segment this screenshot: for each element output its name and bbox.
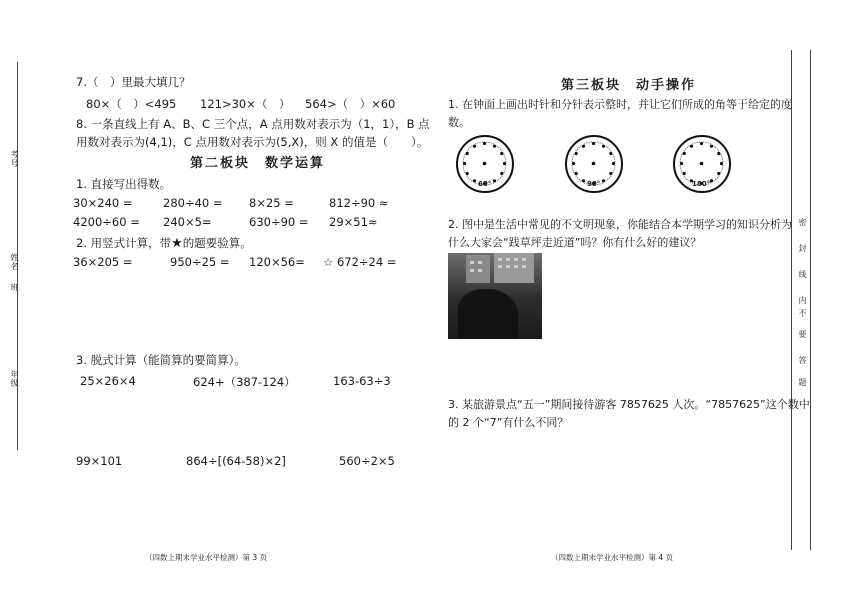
minute-mark xyxy=(680,161,681,162)
hour-mark xyxy=(483,142,486,145)
minute-mark xyxy=(572,167,573,168)
minute-mark xyxy=(497,146,498,147)
minute-mark xyxy=(500,177,501,178)
minute-mark xyxy=(576,176,577,177)
minute-mark xyxy=(579,179,580,180)
minute-mark xyxy=(680,165,681,166)
minute-mark xyxy=(467,150,468,151)
q3-title: 3. 脱式计算（能简算的要简算）。 xyxy=(76,353,246,367)
minute-mark xyxy=(498,147,499,148)
minute-mark xyxy=(606,146,607,147)
q1-row1-item: 280÷40 = xyxy=(163,196,223,210)
p4-q1-line-1: 1. 在钟面上画出时针和分针表示整时，并让它们所成的角等于给定的度 xyxy=(448,98,792,111)
hour-mark xyxy=(493,145,496,148)
minute-mark xyxy=(602,183,603,184)
minute-mark xyxy=(715,147,716,148)
right-margin-char: 线 xyxy=(798,270,807,279)
q3-row2-item: 864÷[(64-58)×2] xyxy=(186,454,286,468)
minute-mark xyxy=(613,154,614,155)
minute-mark xyxy=(710,143,711,144)
hour-mark xyxy=(582,179,585,182)
q3-row1-item: 624+（387-124） xyxy=(193,375,296,389)
margin-label-class: 班 xyxy=(10,283,19,292)
hour-mark xyxy=(609,172,612,175)
minute-mark xyxy=(699,142,700,143)
hour-mark xyxy=(503,162,506,165)
hour-mark xyxy=(463,162,466,165)
clock-center xyxy=(700,162,704,166)
minute-mark xyxy=(577,177,578,178)
minute-mark xyxy=(493,143,494,144)
minute-mark xyxy=(591,142,592,143)
hour-mark xyxy=(602,179,605,182)
minute-mark xyxy=(577,149,578,150)
hour-mark xyxy=(710,145,713,148)
p4-q3-line-2: 的 2 个“7”有什么不同？ xyxy=(448,416,569,429)
minute-mark xyxy=(464,170,465,171)
minute-mark xyxy=(579,147,580,148)
minute-mark xyxy=(597,142,598,143)
minute-mark xyxy=(498,179,499,180)
minute-mark xyxy=(468,149,469,150)
right-margin-line-1 xyxy=(791,50,792,550)
hour-mark xyxy=(500,172,503,175)
hour-mark xyxy=(700,142,703,145)
minute-mark xyxy=(718,150,719,151)
right-margin-line-2 xyxy=(810,50,811,550)
minute-mark xyxy=(613,156,614,157)
minute-mark xyxy=(697,142,698,143)
hour-mark xyxy=(466,172,469,175)
minute-mark xyxy=(463,167,464,168)
q2-title xyxy=(76,235,252,251)
right-margin-char: 内 xyxy=(798,296,807,305)
minute-mark xyxy=(576,150,577,151)
hour-mark xyxy=(690,145,693,148)
q3-row2-item: 560÷2×5 xyxy=(339,454,395,468)
minute-mark xyxy=(477,143,478,144)
minute-mark xyxy=(584,143,585,144)
p4-q2-line-1: 2. 图中是生活中常见的不文明现象，你能结合本学期学习的知识分析为 xyxy=(448,218,792,231)
star-icon: ★ xyxy=(171,236,183,251)
q1-row2-item: 4200÷60 = xyxy=(73,215,140,229)
right-margin-char: 要 xyxy=(798,330,807,339)
minute-mark xyxy=(614,165,615,166)
minute-mark xyxy=(463,159,464,160)
minute-mark xyxy=(721,156,722,157)
minute-mark xyxy=(680,159,681,160)
minute-mark xyxy=(717,149,718,150)
hour-mark xyxy=(683,152,686,155)
p4-q2-line-2: 什么大家会“践草坪走近道”吗？你有什么好的建议？ xyxy=(448,236,702,249)
hour-mark xyxy=(710,179,713,182)
q3-row2-item: 99×101 xyxy=(76,454,123,468)
minute-mark xyxy=(613,170,614,171)
minute-mark xyxy=(717,177,718,178)
minute-mark xyxy=(464,156,465,157)
minute-mark xyxy=(614,159,615,160)
q2-item: 950÷25 = xyxy=(170,255,230,269)
minute-mark xyxy=(573,156,574,157)
minute-mark xyxy=(504,156,505,157)
minute-mark xyxy=(722,159,723,160)
minute-mark xyxy=(471,180,472,181)
q2-title-text: 2. 用竖式计算，带 xyxy=(76,236,172,250)
minute-mark xyxy=(580,180,581,181)
minute-mark xyxy=(464,172,465,173)
minute-mark xyxy=(584,183,585,184)
clock-center xyxy=(592,162,596,166)
minute-mark xyxy=(722,161,723,162)
hour-mark xyxy=(612,162,615,165)
q8-line-1: 8. 一条直线上有 A、B、C 三个点，A 点用数对表示为（1，1），B 点 xyxy=(76,117,430,131)
hour-mark xyxy=(680,162,683,165)
minute-mark xyxy=(504,170,505,171)
q2-item: ☆ 672÷24 = xyxy=(323,255,397,269)
right-margin-char: 不 xyxy=(798,309,807,318)
minute-mark xyxy=(580,146,581,147)
minute-mark xyxy=(468,177,469,178)
page-3-footer: （四数上期末学业水平检测）第 3 页 xyxy=(145,553,268,562)
q1-row2-item: 630÷90 = xyxy=(249,215,309,229)
q3-row1-item: 25×26×4 xyxy=(80,374,136,388)
right-margin-char: 答 xyxy=(798,356,807,365)
minute-mark xyxy=(607,179,608,180)
minute-mark xyxy=(685,177,686,178)
minute-mark xyxy=(681,154,682,155)
minute-mark xyxy=(505,161,506,162)
hour-mark xyxy=(717,172,720,175)
q8-line-2: 用数对表示为(4,1)，C 点用数对表示为(5,X)，则 X 的值是（ ）。 xyxy=(76,135,429,149)
minute-mark xyxy=(714,180,715,181)
minute-mark xyxy=(572,159,573,160)
minute-mark xyxy=(606,180,607,181)
minute-mark xyxy=(609,149,610,150)
minute-mark xyxy=(500,149,501,150)
minute-mark xyxy=(681,172,682,173)
minute-mark xyxy=(486,142,487,143)
minute-mark xyxy=(680,167,681,168)
minute-mark xyxy=(721,170,722,171)
minute-mark xyxy=(722,167,723,168)
minute-mark xyxy=(681,156,682,157)
q7-item-2: 121>30×（ ） xyxy=(200,97,291,111)
p4-q1-line-2: 数。 xyxy=(448,116,470,129)
minute-mark xyxy=(504,172,505,173)
minute-mark xyxy=(505,159,506,160)
minute-mark xyxy=(684,150,685,151)
minute-mark xyxy=(684,176,685,177)
hour-mark xyxy=(500,152,503,155)
page-4-footer: （四数上期末学业水平检测）第 4 页 xyxy=(551,553,674,562)
minute-mark xyxy=(614,167,615,168)
q1-row1-item: 30×240 = xyxy=(73,196,133,210)
minute-mark xyxy=(475,183,476,184)
minute-mark xyxy=(470,179,471,180)
minute-mark xyxy=(501,176,502,177)
minute-mark xyxy=(687,147,688,148)
minute-mark xyxy=(681,170,682,171)
right-margin-char: 题 xyxy=(798,378,807,387)
q2-item: 120×56= xyxy=(249,255,305,269)
minute-mark xyxy=(493,183,494,184)
minute-mark xyxy=(497,180,498,181)
hour-mark xyxy=(493,179,496,182)
hour-mark xyxy=(575,172,578,175)
q7-item-1: 80×（ ）<495 xyxy=(86,97,177,111)
minute-mark xyxy=(463,165,464,166)
minute-mark xyxy=(480,142,481,143)
q7-item-3: 564>（ ）×60 xyxy=(305,97,396,111)
minute-mark xyxy=(688,180,689,181)
q1-row1-item: 8×25 = xyxy=(249,196,294,210)
minute-mark xyxy=(475,143,476,144)
minute-mark xyxy=(714,146,715,147)
q1-row2-item: 240×5= xyxy=(163,215,212,229)
minute-mark xyxy=(470,147,471,148)
q1-row1-item: 812÷90 ≈ xyxy=(329,196,389,210)
right-margin-char: 封 xyxy=(798,244,807,253)
minute-mark xyxy=(463,161,464,162)
minute-mark xyxy=(705,142,706,143)
lawn-shortcut-photo xyxy=(448,253,542,339)
minute-mark xyxy=(722,165,723,166)
minute-mark xyxy=(602,143,603,144)
q7-title: 7.（ ）里最大填几？ xyxy=(76,75,191,89)
hour-mark xyxy=(683,172,686,175)
q2-item: 36×205 = xyxy=(73,255,133,269)
minute-mark xyxy=(501,150,502,151)
minute-mark xyxy=(721,172,722,173)
minute-mark xyxy=(467,176,468,177)
minute-mark xyxy=(573,154,574,155)
clock-label-2: 90° xyxy=(587,180,601,188)
minute-mark xyxy=(610,176,611,177)
hour-mark xyxy=(609,152,612,155)
minute-mark xyxy=(572,161,573,162)
minute-mark xyxy=(573,172,574,173)
clock-label-3: 180° xyxy=(692,180,711,188)
minute-mark xyxy=(692,143,693,144)
minute-mark xyxy=(715,179,716,180)
minute-mark xyxy=(708,143,709,144)
hour-mark xyxy=(592,142,595,145)
minute-mark xyxy=(610,150,611,151)
minute-mark xyxy=(595,142,596,143)
hour-mark xyxy=(717,152,720,155)
minute-mark xyxy=(482,142,483,143)
minute-mark xyxy=(572,165,573,166)
minute-mark xyxy=(573,170,574,171)
minute-mark xyxy=(505,165,506,166)
minute-mark xyxy=(609,177,610,178)
minute-mark xyxy=(703,142,704,143)
q3-row1-item: 163-63÷3 xyxy=(333,374,391,388)
hour-mark xyxy=(572,162,575,165)
hour-mark xyxy=(582,145,585,148)
hour-mark xyxy=(473,179,476,182)
hour-mark xyxy=(466,152,469,155)
p4-q3-line-1: 3. 某旅游景点“五一”期间接待游客 7857625 人次。“7857625”这个数中 xyxy=(448,398,810,411)
minute-mark xyxy=(505,167,506,168)
minute-mark xyxy=(613,172,614,173)
minute-mark xyxy=(721,154,722,155)
section-3-title: 第三板块 动手操作 xyxy=(561,78,697,93)
q1-title: 1. 直接写出得数。 xyxy=(76,177,172,191)
hour-mark xyxy=(575,152,578,155)
minute-mark xyxy=(586,143,587,144)
hour-mark xyxy=(720,162,723,165)
clock-center xyxy=(483,162,487,166)
clock-label-1: 60° xyxy=(478,180,492,188)
hour-mark xyxy=(473,145,476,148)
margin-label-grade: 年级 xyxy=(10,370,19,388)
minute-mark xyxy=(694,143,695,144)
minute-mark xyxy=(685,149,686,150)
minute-mark xyxy=(464,154,465,155)
minute-mark xyxy=(488,142,489,143)
q2-title-suffix: 的题要验算。 xyxy=(182,236,252,250)
minute-mark xyxy=(718,176,719,177)
minute-mark xyxy=(589,142,590,143)
minute-mark xyxy=(607,147,608,148)
margin-label-name: 姓名 xyxy=(10,253,19,271)
minute-mark xyxy=(600,143,601,144)
right-margin-char: 密 xyxy=(798,218,807,227)
q1-row2-item: 29×51≈ xyxy=(329,215,378,229)
minute-mark xyxy=(504,154,505,155)
section-2-title: 第二板块 数学运算 xyxy=(190,156,326,171)
hour-mark xyxy=(602,145,605,148)
minute-mark xyxy=(491,143,492,144)
minute-mark xyxy=(471,146,472,147)
minute-mark xyxy=(614,161,615,162)
margin-label-exam-number: 考号 xyxy=(10,150,19,168)
minute-mark xyxy=(688,146,689,147)
minute-mark xyxy=(687,179,688,180)
